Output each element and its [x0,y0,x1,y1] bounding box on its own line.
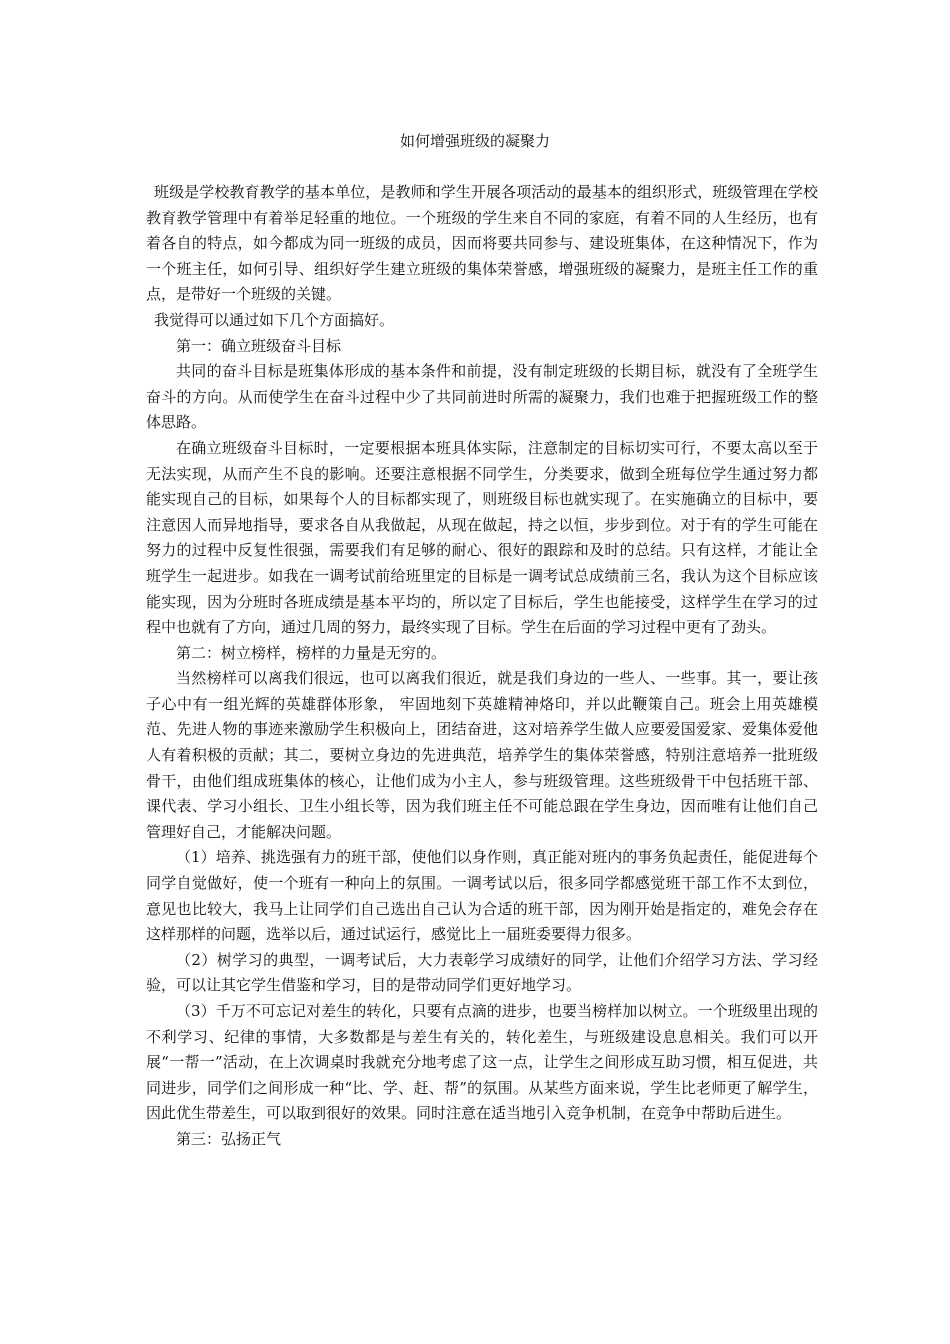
paragraph: （1）培养、挑选强有力的班干部，使他们以身作则，真正能对班内的事务负起责任，能促进每个同学自觉做好，使一个班有一种向上的氛围。一调考试以后，很多同学都感觉班干部工作不太到位，意见也比较大，我马上让同学们自己选出自己认为合适的班干部，因为刚开始是指定的，难免会存在这样那样的问题，选举以后，通过试运行，感觉比上一届班委要得力很多。 [146,848,818,944]
document-title: 如何增强班级的凝聚力 [399,132,550,150]
paragraph: 我觉得可以通过如下几个方面搞好。 [154,310,395,329]
paragraph: 共同的奋斗目标是班集体形成的基本条件和前提，没有制定班级的长期目标，就没有了全班学生奋斗的方向。从而使学生在奋斗过程中少了共同前进时所需的凝聚力，我们也难于把握班级工作的整体思路。 [146,362,818,432]
document-body [146,180,818,1153]
paragraph: （3）千万不可忘记对差生的转化，只要有点滴的进步，也要当榜样加以树立。一个班级里出现的不利学习、纪律的事情，大多数都是与差生有关的，转化差生，与班级建设息息相关。我们可以开展“一帮一”活动，在上次调桌时我就充分地考虑了这一点，让学生之间形成互助习惯，相互促进，共同进步，同学们之间形成一种“比、学、赶、帮”的氛围。从某些方面来说，学生比老师更了解学生，因此优生带差生，可以取到很好的效果。同时注意在适当地引入竞争机制，在竞争中帮助后进生。 [146,1002,818,1123]
paragraph: 班级是学校教育教学的基本单位，是教师和学生开展各项活动的最基本的组织形式，班级管理在学校教育教学管理中有着举足轻重的地位。一个班级的学生来自不同的家庭，有着不同的人生经历，也有着各自的特点，如今都成为同一班级的成员，因而将要共同参与、建设班集体，在这种情况下，作为一个班主任，如何引导、组织好学生建立班级的集体荣誉感，增强班级的凝聚力，是班主任工作的重点，是带好一个班级的关键。 [146,183,818,304]
paragraph: 第二：树立榜样，榜样的力量是无穷的。 [176,643,447,662]
paragraph: 第一：确立班级奋斗目标 [176,336,342,355]
paragraph: 第三：弘扬正气 [176,1129,282,1148]
paragraph: 在确立班级奋斗目标时，一定要根据本班具体实际，注意制定的目标切实可行，不要太高以至于无法实现，从而产生不良的影响。还要注意根据不同学生，分类要求，做到全班每位学生通过努力都能实现自己的目标，如果每个人的目标都实现了，则班级目标也就实现了。在实施确立的目标中，要注意因人而异地指导，要求各自从我做起，从现在做起，持之以恒，步步到位。对于有的学生可能在努力的过程中反复性很强，需要我们有足够的耐心、很好的跟踪和及时的总结。只有这样，才能让全班学生一起进步。如我在一调考试前给班里定的目标是一调考试总成绩前三名，我认为这个目标应该能实现，因为分班时各班成绩是基本平均的，所以定了目标后，学生也能接受，这样学生在学习的过程中也就有了方向，通过几周的努力，最终实现了目标。学生在后面的学习过程中更有了劲头。 [146,438,818,637]
paragraph: （2）树学习的典型，一调考试后，大力表彰学习成绩好的同学，让他们介绍学习方法、学习经验，可以让其它学生借鉴和学习，目的是带动同学们更好地学习。 [146,950,818,995]
paragraph: 当然榜样可以离我们很远，也可以离我们很近，就是我们身边的一些人、一些事。其一，要让孩子心中有一组光辉的英雄群体形象， 牢固地刻下英雄精神烙印，并以此鞭策自己。班会上用英雄模范、先进人物的事迹来激励学生积极向上，团结奋进，这对培养学生做人应要爱国爱家、爱集体爱他人有着积极的贡献；其二，要树立身边的先进典范，培养学生的集体荣誉感，特别注意培养一批班级骨干，由他们组成班集体的核心，让他们成为小主人，参与班级管理。这些班级骨干中包括班干部、课代表、学习小组长、卫生小组长等，因为我们班主任不可能总跟在学生身边，因而唯有让他们自己管理好自己，才能解决问题。 [146,669,818,841]
